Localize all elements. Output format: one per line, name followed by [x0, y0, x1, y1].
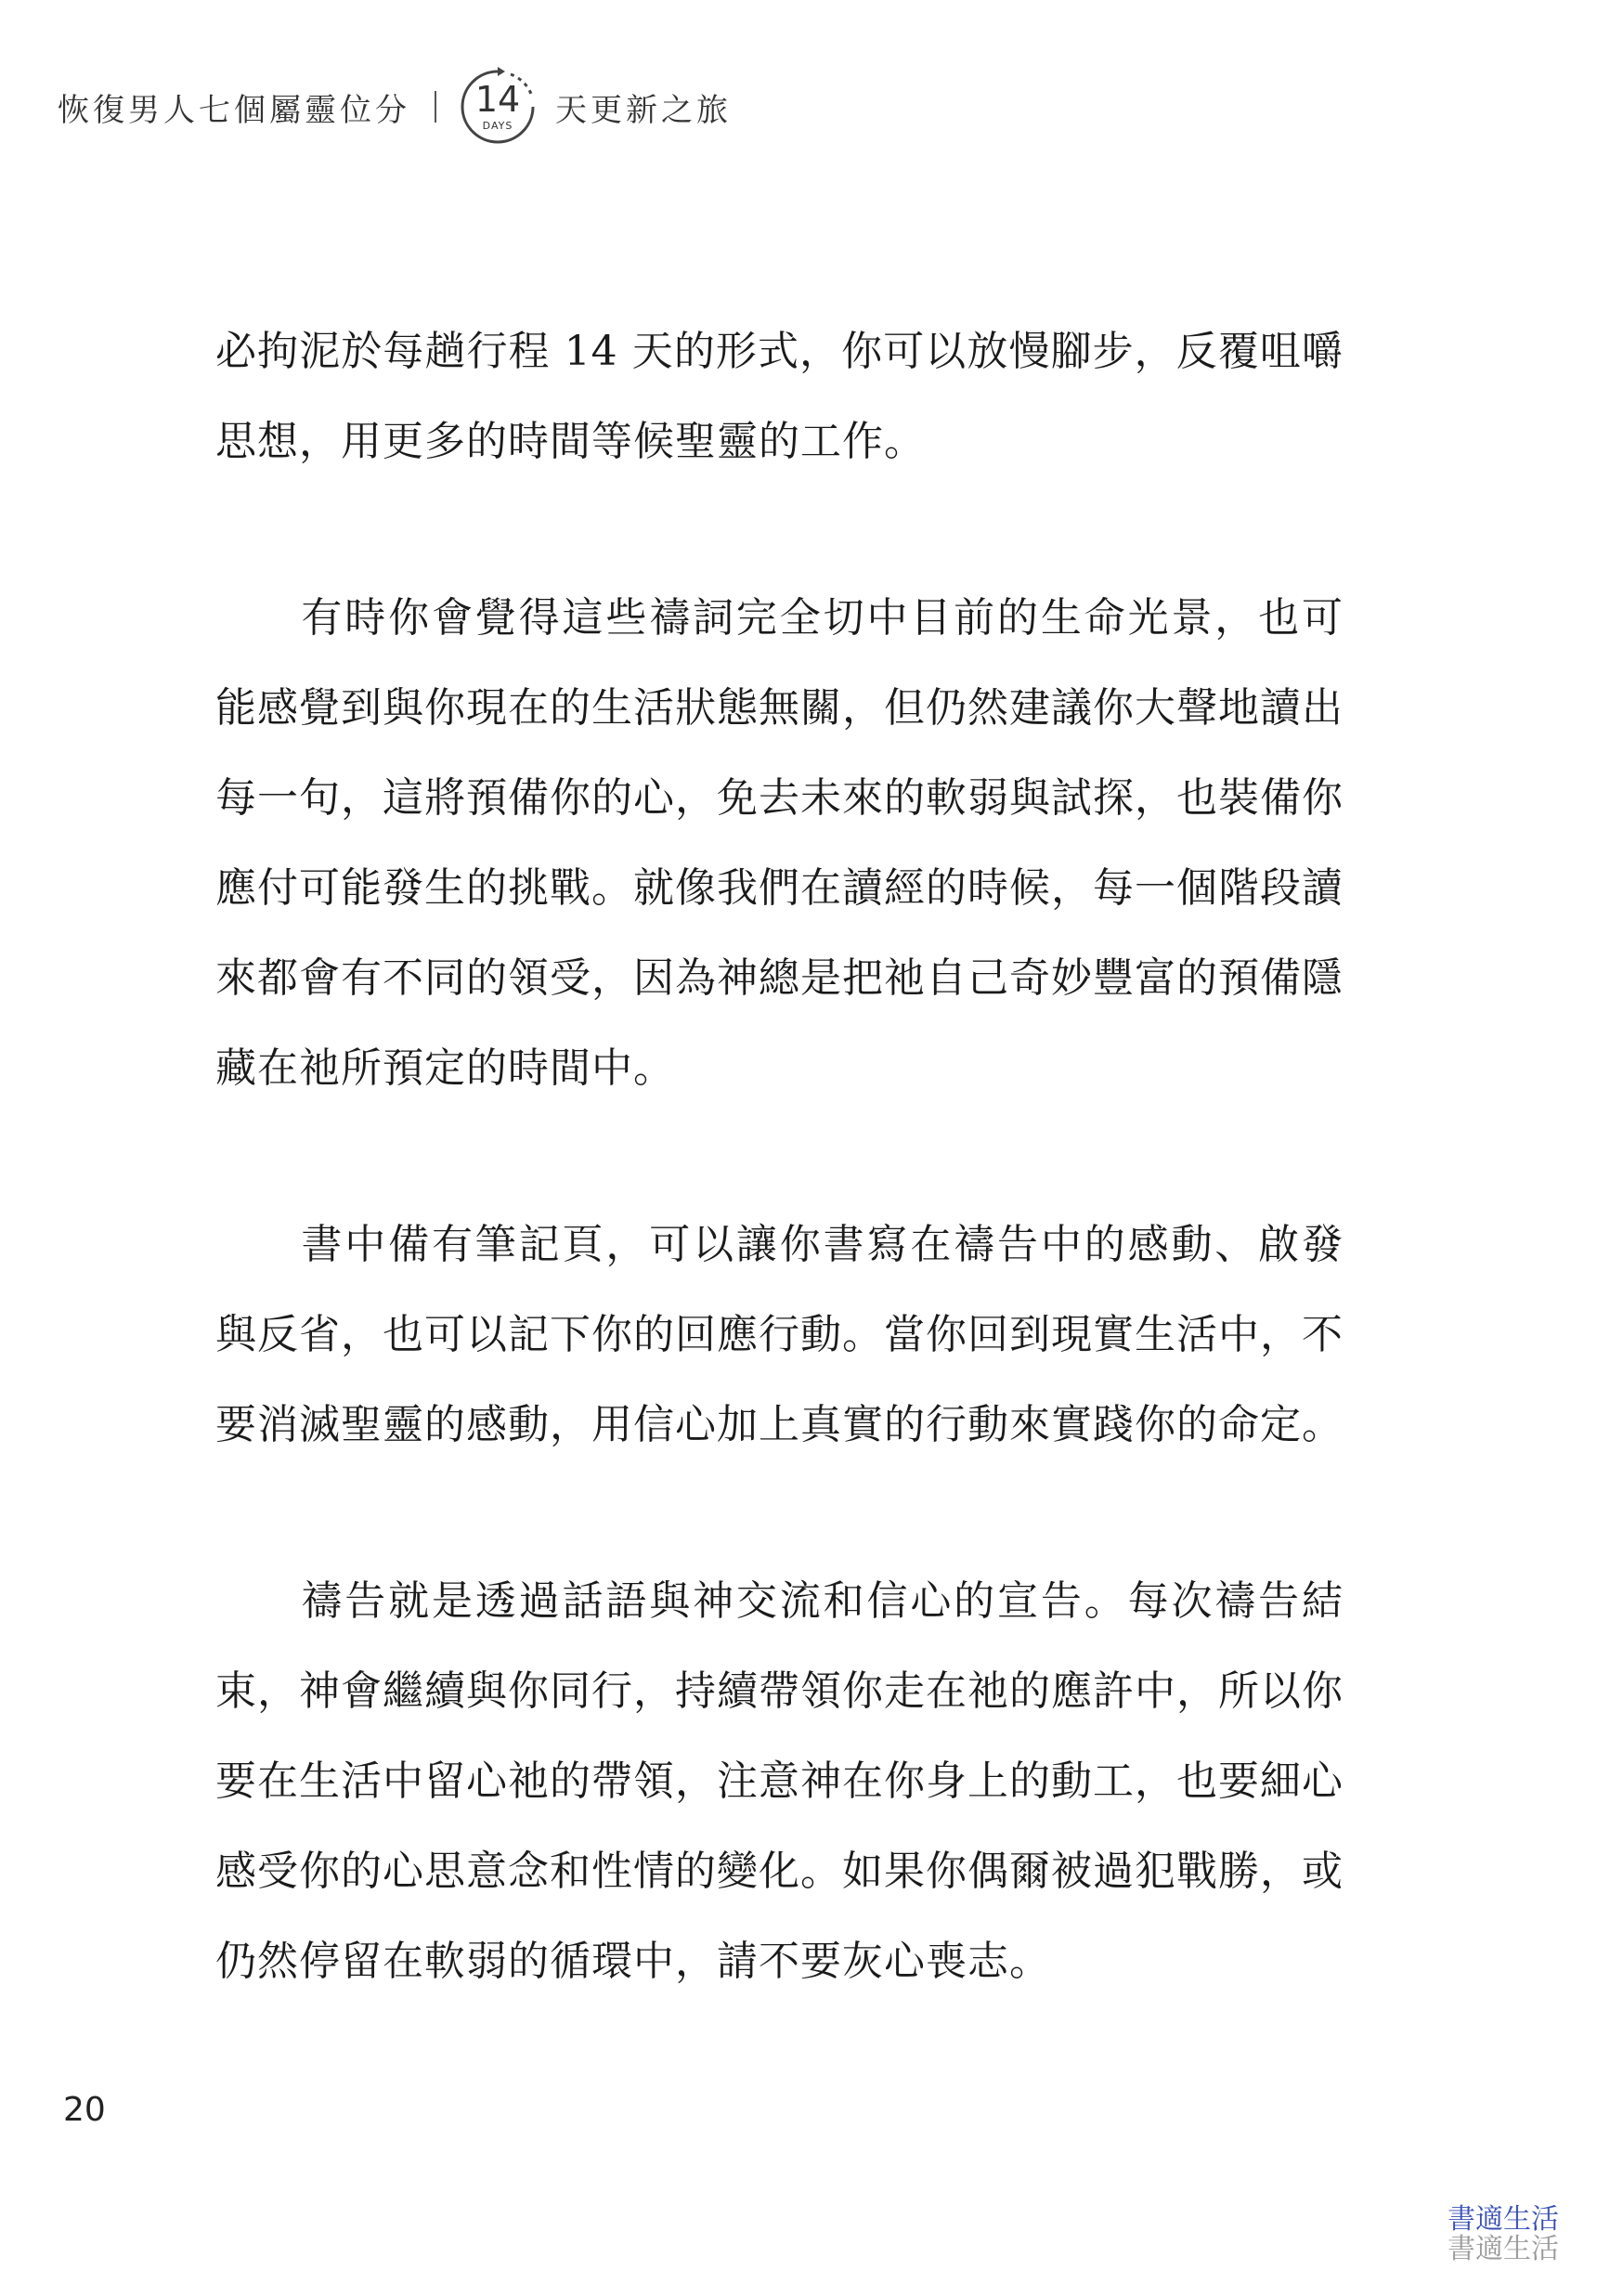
header-divider — [435, 91, 436, 123]
body-text — [215, 306, 1344, 2006]
badge-label: DAYS — [482, 120, 513, 132]
header-subtitle: 天更新之旅 — [555, 91, 732, 129]
running-header — [58, 65, 732, 149]
paragraph-2: 有時你會覺得這些禱詞完全切中目前的生命光景，也可能感覺到與你現在的生活狀態無關，但仍然建議你大聲地讀出每一句，這將預備你的心，免去未來的軟弱與試探，也裝備你應付可能發生的挑戰。就像我們在讀經的時候，每一個階段讀來都會有不同的領受，因為神總是把祂自己奇妙豐富的預備隱藏在祂所預定的時間中。 — [215, 594, 1344, 1092]
watermark-line-2: 書適生活 — [1448, 2233, 1559, 2265]
page-number: 20 — [63, 2091, 106, 2129]
header-book-title: 恢復男人七個屬靈位分 — [58, 91, 410, 129]
badge-number: 14 — [474, 79, 521, 120]
watermark-line-1: 書適生活 — [1448, 2203, 1559, 2236]
paragraph-4: 禱告就是透過話語與神交流和信心的宣告。每次禱告結束，神會繼續與你同行，持續帶領你走在祂的應許中，所以你要在生活中留心祂的帶領，注意神在你身上的動工，也要細心感受你的心思意念和性情的變化。如果你偶爾被過犯戰勝，或仍然停留在軟弱的循環中，請不要灰心喪志。 — [215, 1577, 1344, 1985]
paragraph-3: 書中備有筆記頁，可以讓你書寫在禱告中的感動、啟發與反省，也可以記下你的回應行動。當你回到現實生活中，不要消滅聖靈的感動，用信心加上真實的行動來實踐你的命定。 — [215, 1221, 1344, 1448]
paragraph-1: 必拘泥於每趟行程 14 天的形式，你可以放慢腳步，反覆咀嚼思想，用更多的時間等候聖靈的工作。 — [215, 328, 1344, 465]
days-badge-icon — [457, 66, 539, 148]
publisher-watermark — [1448, 2205, 1559, 2264]
